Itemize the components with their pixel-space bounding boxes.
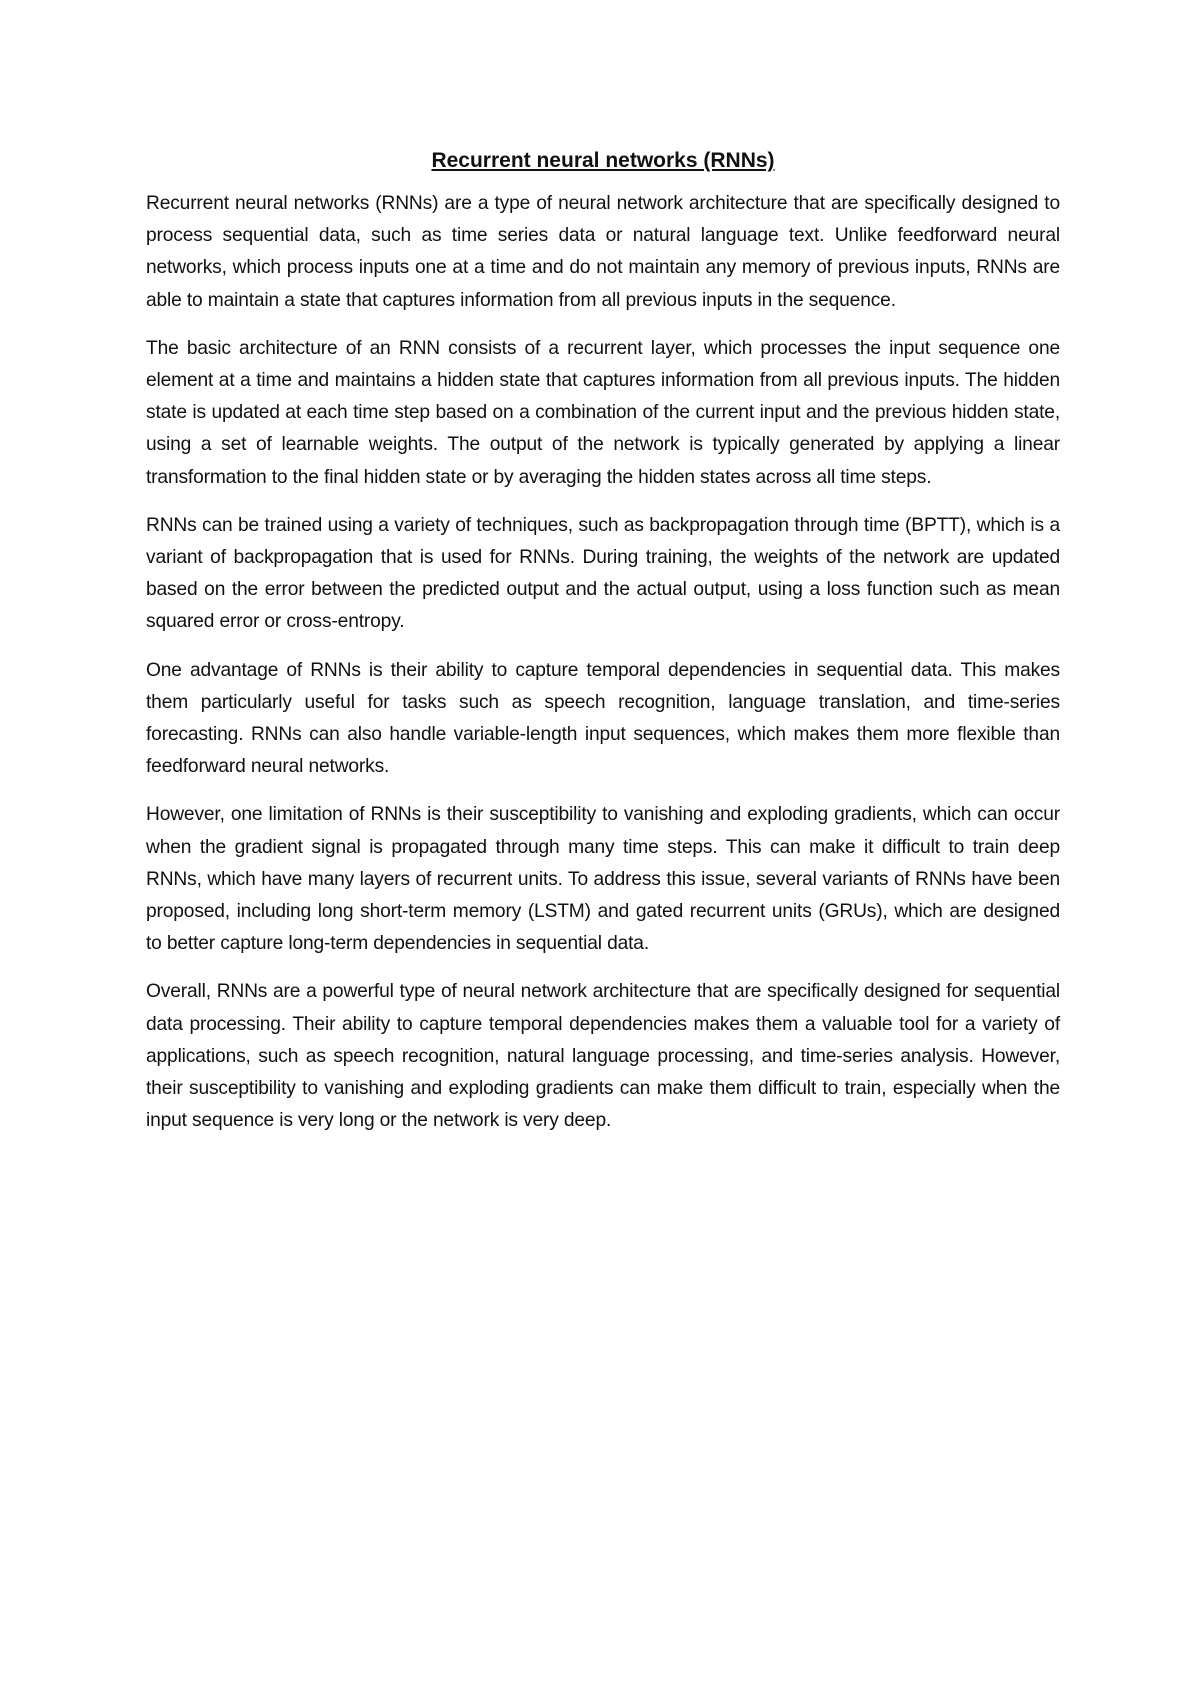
paragraph-advantage: One advantage of RNNs is their ability to capture temporal dependencies in sequential data. This makes them particularly useful for tasks such as speech recognition, language translation, and time-series forecasting. RNNs can also handle variable-length input sequences, which makes them more flexible than feedforward neural networks. bbox=[146, 659, 1060, 778]
document-body bbox=[146, 146, 1060, 1153]
paragraph-architecture: The basic architecture of an RNN consists of a recurrent layer, which processes the input sequence one element at a time and maintains a hidden state that captures information from all previous inputs. The hidden state is updated at each time step based on a combination of the current input and the previous hidden state, using a set of learnable weights. The output of the network is typically generated by applying a linear transformation to the final hidden state or by averaging the hidden states across all time steps. bbox=[146, 337, 1060, 488]
paragraph-limitation: However, one limitation of RNNs is their susceptibility to vanishing and exploding gradients, which can occur when the gradient signal is propagated through many time steps. This can make it difficult to train deep RNNs, which have many layers of recurrent units. To address this issue, several variants of RNNs have been proposed, including long short-term memory (LSTM) and gated recurrent units (GRUs), which are designed to better capture long-term dependencies in sequential data. bbox=[146, 804, 1060, 955]
paragraph-conclusion: Overall, RNNs are a powerful type of neural network architecture that are specifically designed for sequential data processing. Their ability to capture temporal dependencies makes them a valuable tool for a variety of applications, such as speech recognition, natural language processing, and time-series analysis. However, their susceptibility to vanishing and exploding gradients can make them difficult to train, especially when the input sequence is very long or the network is very deep. bbox=[146, 981, 1060, 1132]
paragraph-training: RNNs can be trained using a variety of techniques, such as backpropagation through time (BPTT), which is a variant of backpropagation that is used for RNNs. During training, the weights of the network are updated based on the error between the predicted output and the actual output, using a loss function such as mean squared error or cross-entropy. bbox=[146, 514, 1060, 633]
paragraph-intro: Recurrent neural networks (RNNs) are a type of neural network architecture that are specifically designed to process sequential data, such as time series data or natural language text. Unlike feedforward neural networks, which process inputs one at a time and do not maintain any memory of previous inputs, RNNs are able to maintain a state that captures information from all previous inputs in the sequence. bbox=[146, 193, 1060, 311]
document-title: Recurrent neural networks (RNNs) bbox=[431, 149, 775, 172]
